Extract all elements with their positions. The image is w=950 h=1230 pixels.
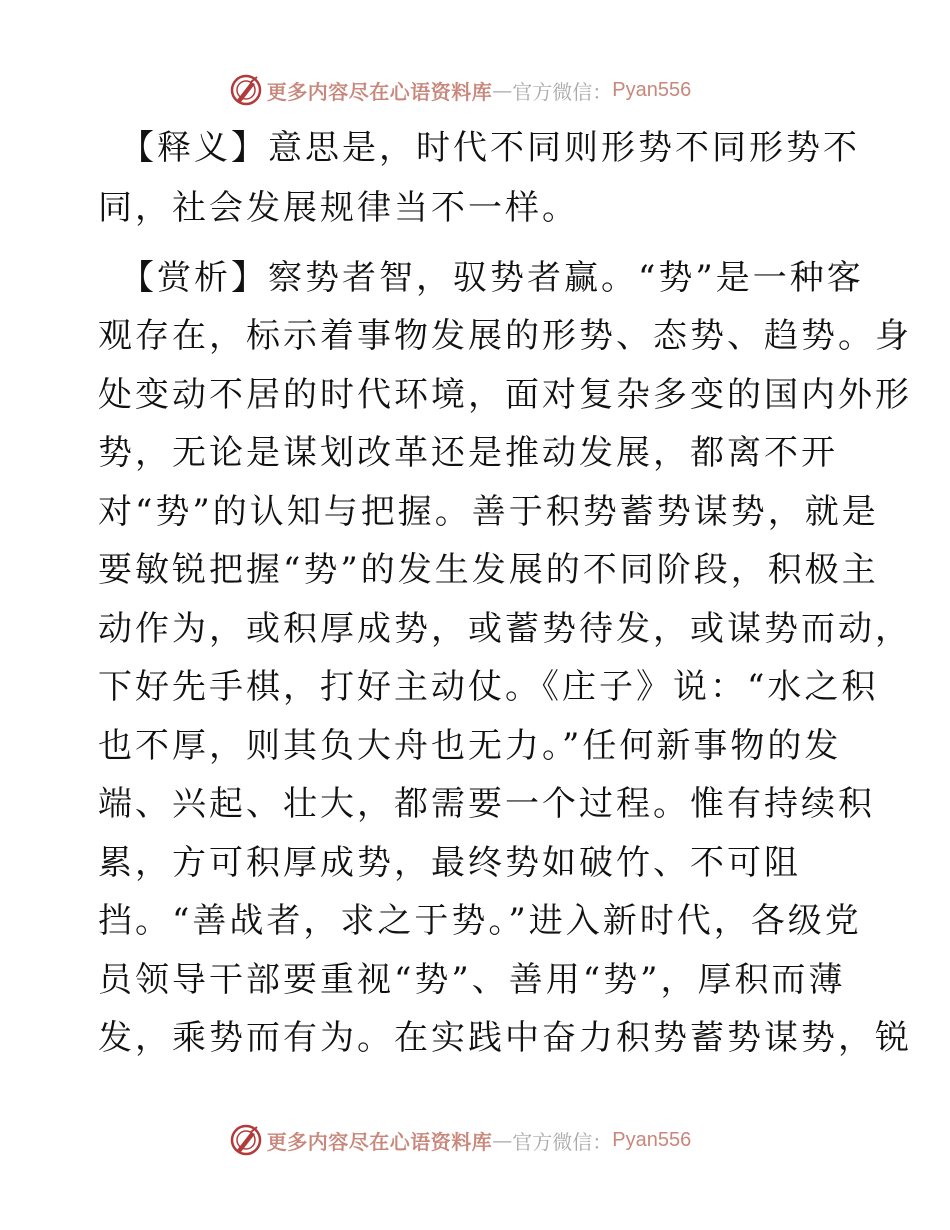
body-line: 【释义】意思是，时代不同则形势不同形势不 (120, 128, 860, 168)
watermark-contact-id: Pyan556 (612, 1128, 692, 1151)
body-line: 累，方可积厚成势，最终势如破竹、不可阻 (98, 843, 801, 883)
footer-watermark (0, 1120, 950, 1160)
header-watermark (0, 70, 950, 110)
watermark-contact-label: 官方微信： (512, 79, 613, 104)
body-line: 要敏锐把握“势”的发生发展的不同阶段，积极主 (98, 550, 879, 590)
body-line: 同，社会发展规律当不一样。 (98, 188, 579, 228)
watermark-dash: — (492, 1128, 513, 1152)
watermark-contact-id: Pyan556 (612, 78, 692, 101)
watermark-dash: — (492, 78, 513, 102)
body-line: 处变动不居的时代环境，面对复杂多变的国内外形 (98, 375, 912, 415)
watermark-brand-text: 更多内容尽在心语资料库 (266, 1129, 493, 1154)
body-line: 也不厚，则其负大舟也无力。”任何新事物的发 (98, 726, 842, 766)
body-line: 员领导干部要重视“势”、善用“势”，厚积而薄 (98, 960, 846, 1000)
body-line: 观存在，标示着事物发展的形势、态势、趋势。身 (98, 316, 912, 356)
body-line: 端、兴起、壮大，都需要一个过程。惟有持续积 (98, 784, 875, 824)
quill-logo-icon (229, 1123, 263, 1157)
body-line: 对“势”的认知与把握。善于积势蓄势谋势，就是 (98, 492, 879, 532)
body-line: 发，乘势而有为。在实践中奋力积势蓄势谋势，锐 (98, 1018, 912, 1058)
quill-logo-icon (229, 73, 263, 107)
watermark-brand-text: 更多内容尽在心语资料库 (266, 79, 493, 104)
body-line: 【赏析】察势者智，驭势者赢。“势”是一种客 (120, 258, 864, 298)
body-line: 下好先手棋，打好主动仗。《庄子》说：“水之积 (98, 667, 879, 707)
body-line: 势，无论是谋划改革还是推动发展，都离不开 (98, 433, 838, 473)
body-line: 动作为，或积厚成势，或蓄势待发，或谋势而动， (98, 609, 912, 649)
body-line: 挡。“善战者，求之于势。”进入新时代，各级党 (98, 901, 862, 941)
watermark-contact-label: 官方微信： (512, 1129, 613, 1154)
